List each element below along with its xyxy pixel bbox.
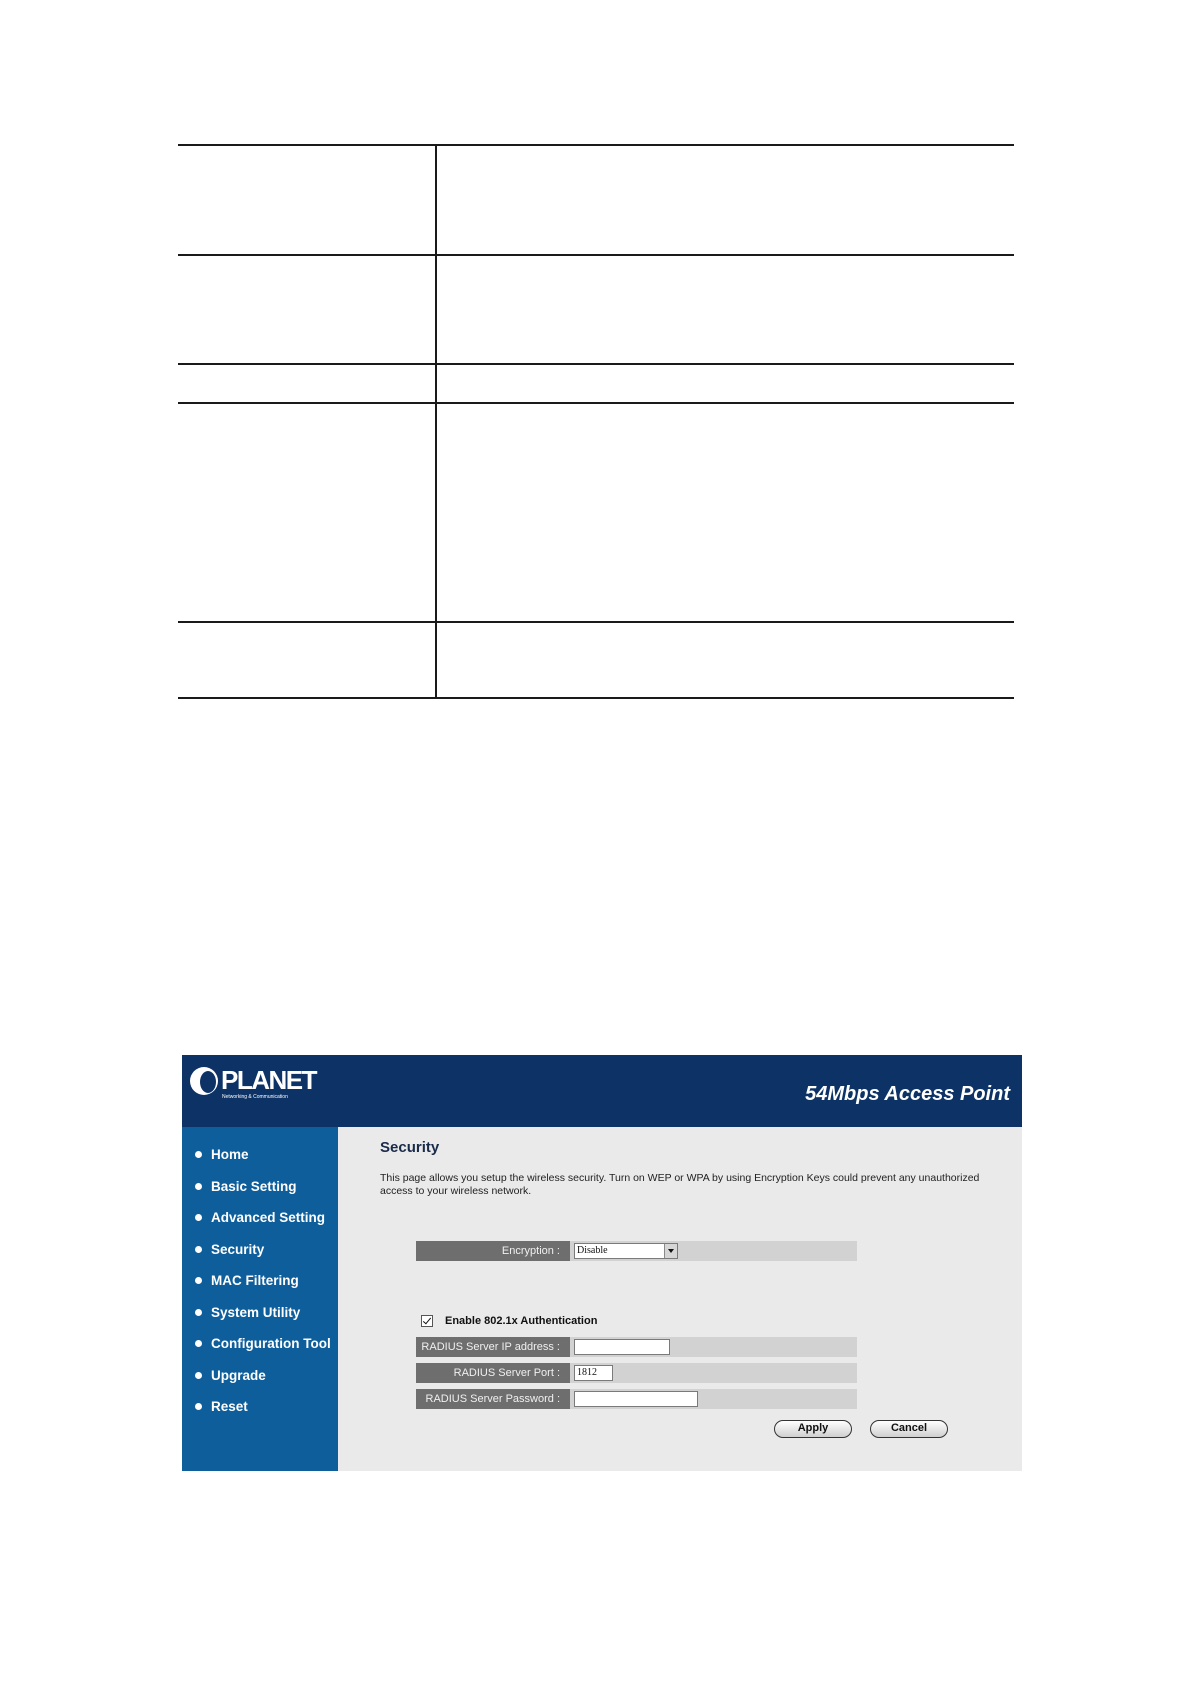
sidebar-item-label: Advanced Setting xyxy=(211,1210,326,1226)
sidebar-item-label: Upgrade xyxy=(211,1367,266,1383)
radius-port-input[interactable]: 1812 xyxy=(574,1365,613,1381)
bullet-icon xyxy=(195,1151,202,1158)
bullet-icon xyxy=(195,1246,202,1253)
encryption-label: Encryption : xyxy=(416,1241,570,1261)
product-title: 54Mbps Access Point xyxy=(805,1083,1010,1105)
encryption-select[interactable] xyxy=(574,1243,678,1259)
main-content xyxy=(338,1127,1022,1471)
chevron-down-icon[interactable] xyxy=(664,1244,677,1258)
router-ui-screenshot xyxy=(182,1055,1022,1471)
sidebar-item-label: System Utility xyxy=(211,1304,301,1320)
sidebar-item-label: Security xyxy=(211,1241,265,1257)
table-rule xyxy=(178,697,1014,699)
apply-button[interactable]: Apply xyxy=(774,1420,852,1438)
sidebar-item-configuration-tool[interactable] xyxy=(182,1328,338,1360)
encryption-selected-value: Disable xyxy=(577,1245,608,1256)
radius-ip-input[interactable] xyxy=(574,1339,670,1355)
sidebar-item-system-utility[interactable] xyxy=(182,1297,338,1329)
sidebar-item-upgrade[interactable] xyxy=(182,1360,338,1392)
cancel-button[interactable]: Cancel xyxy=(870,1420,948,1438)
header-banner xyxy=(182,1055,1022,1127)
sidebar-item-security[interactable] xyxy=(182,1234,338,1266)
bullet-icon xyxy=(195,1277,202,1284)
table-rule xyxy=(178,254,1014,256)
radius-password-input[interactable] xyxy=(574,1391,698,1407)
planet-globe-icon xyxy=(190,1067,218,1095)
sidebar-item-label: Basic Setting xyxy=(211,1178,297,1194)
radius-port-row xyxy=(416,1363,857,1383)
sidebar-item-label: Configuration Tool xyxy=(211,1336,331,1352)
table-rule xyxy=(178,402,1014,404)
radius-password-label: RADIUS Server Password : xyxy=(416,1389,570,1409)
bullet-icon xyxy=(195,1214,202,1221)
radius-ip-label: RADIUS Server IP address : xyxy=(416,1337,570,1357)
radius-port-label: RADIUS Server Port : xyxy=(416,1363,570,1383)
radius-ip-row xyxy=(416,1337,857,1357)
sidebar-item-label: MAC Filtering xyxy=(211,1273,299,1289)
bullet-icon xyxy=(195,1340,202,1347)
sidebar-item-advanced-setting[interactable] xyxy=(182,1202,338,1234)
page-description: This page allows you setup the wireless security. Turn on WEP or WPA by using Encryption Keys could prevent any unauthorized access to your wireless network. xyxy=(380,1172,980,1197)
sidebar-nav xyxy=(182,1127,338,1471)
sidebar-item-basic-setting[interactable] xyxy=(182,1171,338,1203)
sidebar-item-label: Reset xyxy=(211,1399,248,1415)
sidebar-item-mac-filtering[interactable] xyxy=(182,1265,338,1297)
sidebar-item-label: Home xyxy=(211,1147,249,1163)
bullet-icon xyxy=(195,1309,202,1316)
table-rule xyxy=(178,363,1014,365)
enable-8021x-label: Enable 802.1x Authentication xyxy=(445,1315,598,1327)
table-rule xyxy=(178,144,1014,146)
document-table xyxy=(178,144,1014,699)
bullet-icon xyxy=(195,1183,202,1190)
logo-tagline: Networking & Communication xyxy=(222,1094,288,1100)
table-column-divider xyxy=(435,144,437,699)
sidebar-item-home[interactable] xyxy=(182,1139,338,1171)
bullet-icon xyxy=(195,1372,202,1379)
enable-8021x-checkbox[interactable] xyxy=(421,1315,433,1327)
sidebar-item-reset[interactable] xyxy=(182,1391,338,1423)
bullet-icon xyxy=(195,1403,202,1410)
enable-8021x-row xyxy=(416,1313,597,1329)
table-rule xyxy=(178,621,1014,623)
encryption-row xyxy=(416,1241,857,1261)
logo-wordmark: PLANET xyxy=(221,1065,316,1095)
planet-logo xyxy=(190,1065,316,1101)
radius-password-row xyxy=(416,1389,857,1409)
page-title: Security xyxy=(380,1139,440,1156)
